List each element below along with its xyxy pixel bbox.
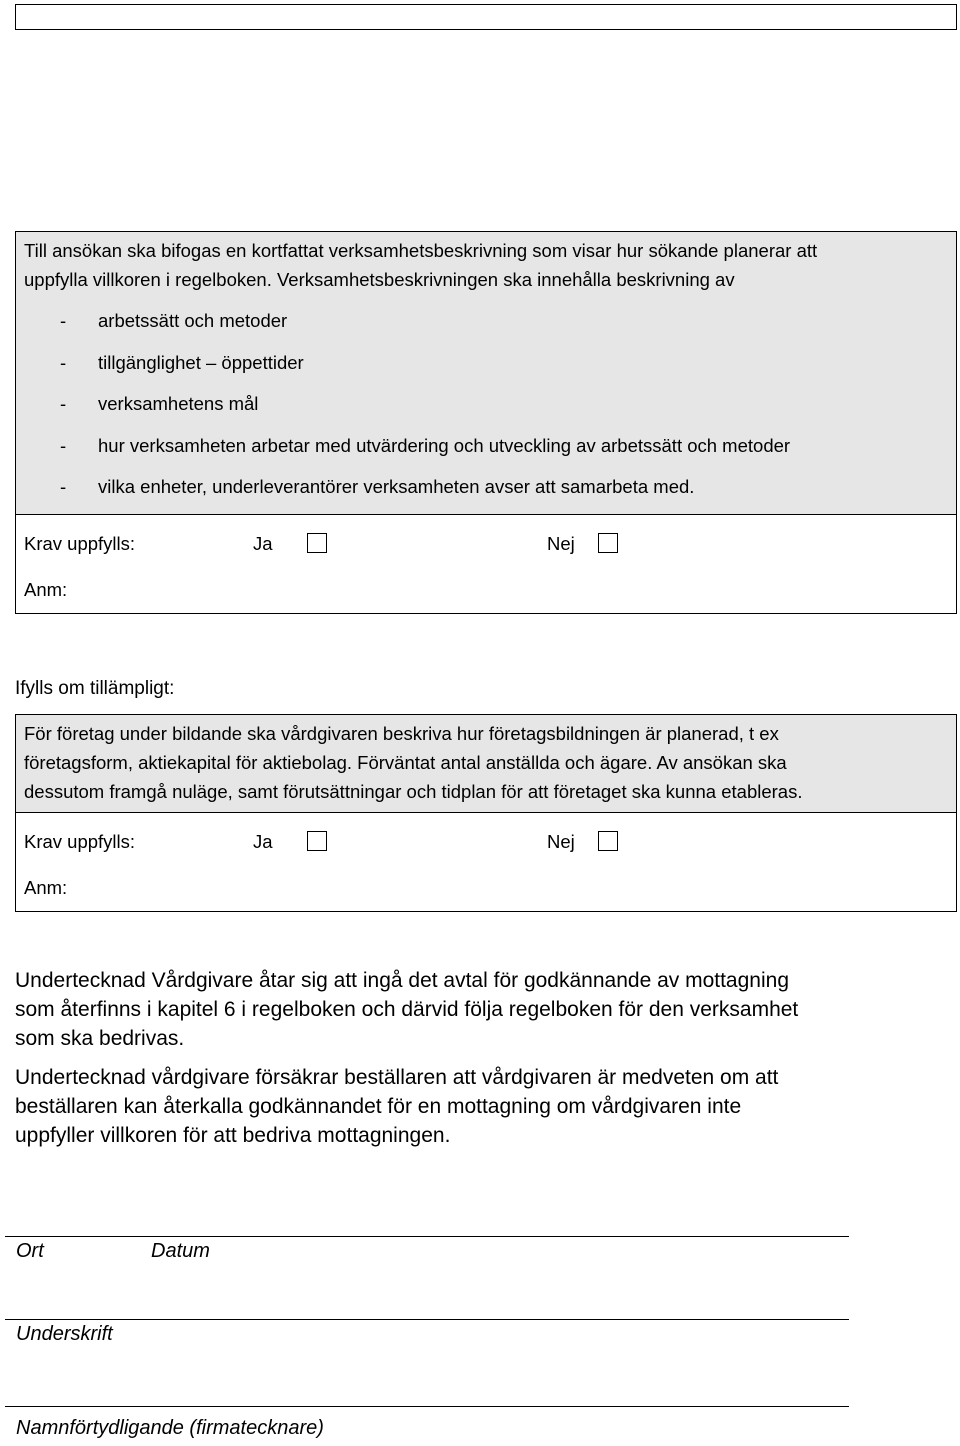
header-empty-box <box>15 4 957 30</box>
list-dash: - <box>60 434 67 456</box>
list-item <box>24 300 948 342</box>
paragraph-line: uppfyller villkoren för att bedriva mottagningen. <box>15 1124 451 1147</box>
paragraph-line: Undertecknad Vårdgivare åtar sig att ingå det avtal för godkännande av mottagning <box>15 969 789 992</box>
ort-datum-line[interactable] <box>5 1236 849 1237</box>
section-verksamhetsbeskrivning <box>15 231 957 614</box>
list-dash: - <box>60 393 67 415</box>
section-description <box>16 715 956 813</box>
anm-field[interactable] <box>16 563 956 613</box>
list-item <box>24 383 948 425</box>
anm-label: Anm: <box>24 578 68 600</box>
list-dash: - <box>60 310 67 332</box>
description-line: För företag under bildande ska vårdgivaren beskriva hur företagsbildningen är planerad, t ex <box>24 723 779 744</box>
paragraph-line: Undertecknad vårdgivare försäkrar beställaren att vårdgivaren är medveten om att <box>15 1066 779 1089</box>
nej-label: Nej <box>547 532 575 554</box>
list-item-text: arbetssätt och metoder <box>98 310 288 332</box>
list-item-text: hur verksamheten arbetar med utvärdering och utveckling av arbetssätt och metoder <box>98 434 791 456</box>
paragraph-line: beställaren kan återkalla godkännandet för en mottagning om vårdgivaren inte <box>15 1095 742 1118</box>
list-item <box>24 342 948 384</box>
namn-line[interactable] <box>5 1406 849 1407</box>
underskrift-line[interactable] <box>5 1319 849 1320</box>
ja-checkbox[interactable] <box>307 533 327 553</box>
paragraph-line: som återfinns i kapitel 6 i regelboken och därvid följa regelboken för den verksamhet <box>15 998 799 1021</box>
list-dash: - <box>60 351 67 373</box>
list-item-text: verksamhetens mål <box>98 393 259 415</box>
section-foretagsbildning <box>15 714 957 912</box>
datum-label: Datum <box>151 1240 210 1262</box>
ja-checkbox[interactable] <box>307 831 327 851</box>
underskrift-label: Underskrift <box>16 1323 113 1345</box>
section-description <box>16 232 956 515</box>
requirement-list <box>24 300 948 508</box>
description-line: dessutom framgå nuläge, samt förutsättningar och tidplan för att företaget ska kunna etableras. <box>24 781 803 802</box>
list-item <box>24 425 948 467</box>
krav-row <box>16 813 956 861</box>
ja-label: Ja <box>253 831 273 852</box>
krav-label: Krav uppfylls: <box>24 532 136 554</box>
list-item-text: vilka enheter, underleverantörer verksamheten avser att samarbeta med. <box>98 476 695 498</box>
description-line: uppfylla villkoren i regelboken. Verksamhetsbeskrivningen ska innehålla beskrivning av <box>24 269 735 290</box>
agreement-paragraph <box>15 966 955 1053</box>
nej-label: Nej <box>547 831 575 852</box>
anm-label: Anm: <box>24 877 68 898</box>
list-item-text: tillgänglighet – öppettider <box>98 351 304 373</box>
nej-checkbox[interactable] <box>598 533 618 553</box>
anm-field[interactable] <box>16 861 956 911</box>
description-line: Till ansökan ska bifogas en kortfattat verksamhetsbeskrivning som visar hur sökande planerar att <box>24 240 818 261</box>
paragraph-line: som ska bedrivas. <box>15 1027 185 1050</box>
ja-label: Ja <box>253 532 273 554</box>
list-item <box>24 466 948 508</box>
namn-label: Namnförtydligande (firmatecknare) <box>16 1417 324 1439</box>
optional-heading: Ifylls om tillämpligt: <box>15 678 175 699</box>
assurance-paragraph <box>15 1063 955 1150</box>
ort-label: Ort <box>16 1240 44 1262</box>
list-dash: - <box>60 476 67 498</box>
krav-label: Krav uppfylls: <box>24 831 136 852</box>
description-line: företagsform, aktiekapital för aktiebolag. Förväntat antal anställda och ägare. Av ansökan ska <box>24 752 787 773</box>
krav-row <box>16 515 956 563</box>
nej-checkbox[interactable] <box>598 831 618 851</box>
